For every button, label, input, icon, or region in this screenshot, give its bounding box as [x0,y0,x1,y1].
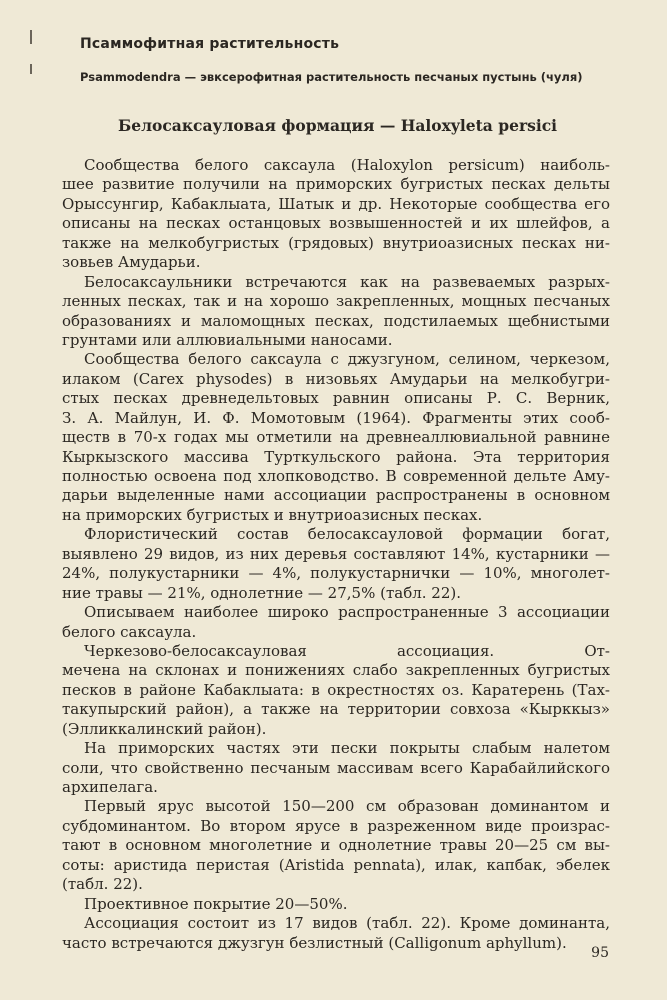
text-line: З. А. Майлун, И. Ф. Момотовым (1964). Фрагменты этих сооб- [62,408,610,427]
text-line: образованиях и маломощных песках, подстилаемых щебнистыми [62,311,610,330]
text-line: ленных песках, так и на хорошо закрепленных, мощных песчаных [62,292,610,311]
text-line: выявлено 29 видов, из них деревья составляют 14%, кустарники — [62,544,610,563]
text-line: на приморских бугристых и внутриоазисных песках. [62,505,483,524]
text-line: соты: аристида перистая (Aristida pennata), илак, капбак, эбелек [62,855,610,874]
text-line: (Элликкалинский район). [62,719,267,738]
text-line: грунтами или аллювиальными наносами. [62,330,393,349]
text-line: описаны на песках останцовых возвышенностей и их шлейфов, а [62,214,610,233]
text-line: На приморских частях эти пески покрыты слабым налетом [84,739,610,758]
paragraph [62,797,610,894]
text-line: стых песках древнедельтовых равнин описаны Р. С. Верник, [62,389,610,408]
text-line: зовьев Амударьи. [62,253,201,272]
page-number: 95 [591,945,609,961]
paragraph [62,642,610,739]
section-subtitle: Psammodendra — эвксерофитная растительность песчаных пустынь (чуля) [80,70,583,84]
paragraph [62,525,610,603]
text-line: субдоминантом. Во втором ярусе в разреженном виде произрас- [62,816,610,835]
text-line: полностью освоена под хлопководство. В современной дельте Аму- [62,467,610,485]
text-line: также на мелкобугристых (грядовых) внутриоазисных песках ни- [62,233,610,252]
text-line: Орыссунгир, Кабаклыата, Шатык и др. Некоторые сообщества его [62,194,610,213]
text-line: белого саксаула. [62,622,197,641]
text-line: Сообщества белого саксаула с джузгуном, селином, черкезом, [84,350,610,369]
text-line: илаком (Carex physodes) в низовьях Амударьи на мелкобугри- [62,369,610,388]
text-line: тают в основном многолетние и однолетние травы 20—25 см вы- [62,836,610,855]
margin-mark [30,30,32,44]
paragraph [62,603,610,642]
text-line: Первый ярус высотой 150—200 см образован доминантом и [84,797,610,816]
body-text [62,156,610,953]
text-line: часто встречаются джузгун безлистный (Calligonum aphyllum). [62,933,567,952]
text-line: Проективное покрытие 20—50%. [84,894,348,913]
text-line: Черкезово-белосаксауловая ассоциация. От- [84,641,610,660]
paragraph [62,895,610,914]
section-title: Псаммофитная растительность [80,36,340,52]
text-line: соли, что свойственно песчаным массивам всего Карабайлийского [62,758,610,777]
text-line: дарьи выделенные нами ассоциации распространены в основном [62,486,610,505]
formation-title: Белосаксауловая формация — Haloxyleta persici [118,116,558,135]
text-line: Описываем наиболее широко распространенные 3 ассоциации [84,603,610,622]
paragraph [62,273,610,351]
text-line: шее развитие получили на приморских бугристых песках дельты [62,175,610,194]
text-line: ществ в 70-х годах мы отметили на древнеаллювиальной равнине [62,428,610,447]
text-line: песков в районе Кабаклыата: в окрестностях оз. Каратерень (Тах- [62,680,610,699]
text-line: 24%, полукустарники — 4%, полукустарнички — 10%, многолет- [62,564,610,583]
paragraph [62,914,610,953]
text-line: Ассоциация состоит из 17 видов (табл. 22). Кроме доминанта, [84,914,610,933]
text-line: ние травы — 21%, однолетние — 27,5% (табл. 22). [62,583,462,602]
paragraph [62,350,610,525]
text-line: Белосаксаульники встречаются как на развеваемых разрых- [84,272,610,291]
text-line: (табл. 22). [62,875,143,894]
text-line: такупырский район), а также на территории совхоза «Кырккыз» [62,700,610,719]
margin-mark [30,64,32,74]
text-line: Сообщества белого саксаула (Haloxylon persicum) наиболь- [84,156,610,174]
text-line: архипелага. [62,778,158,796]
text-line: Флористический состав белосаксауловой формации богат, [84,525,610,544]
text-line: мечена на склонах и понижениях слабо закрепленных бугристых [62,661,610,680]
paragraph [62,739,610,797]
text-line: Кыркызского массива Турткульского района. Эта территория [62,447,610,466]
paragraph [62,156,610,273]
